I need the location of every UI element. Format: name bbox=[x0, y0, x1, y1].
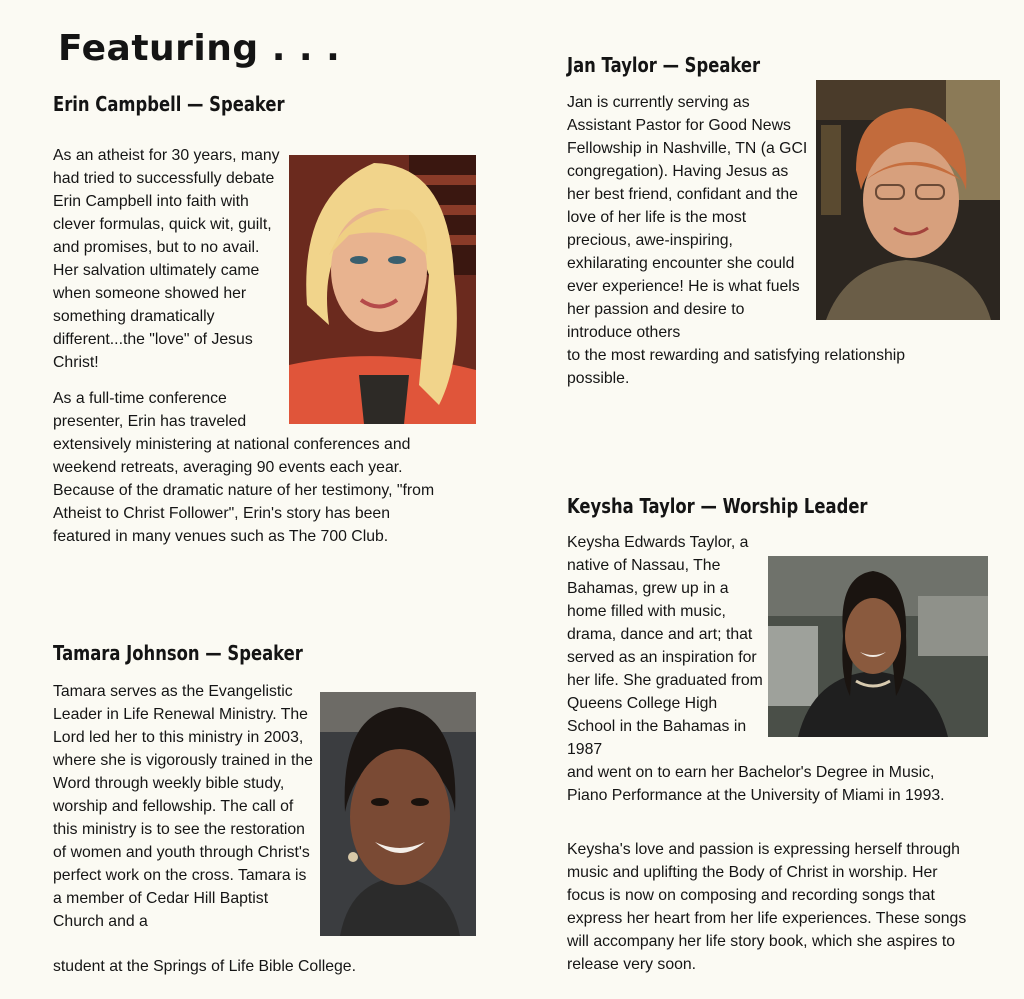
keysha-bio-2: Keysha's love and passion is expressing herself through music and uplifting the Body of Christ in worship. Her focus is now on composing and recording songs that express her heart from her life experiences. These songs will accompany her life story book, which she aspires to release very soon. bbox=[567, 841, 967, 973]
page-title: Featuring . . . bbox=[58, 28, 341, 70]
jan-heading: Jan Taylor — Speaker bbox=[567, 53, 761, 77]
tamara-bio-lead: Tamara serves as the Evangelistic Leader in Life Renewal Ministry. The Lord led her to this ministry in 2003, where she is vigorously trained in the Word through weekly bible study, worship and fellowship. The call of this ministry is to see the restoration of women and youth through Christ's perfect work on the cross. Tamara is a member of Cedar Hill Baptist Church and a bbox=[53, 683, 313, 930]
erin-photo bbox=[289, 155, 476, 424]
keysha-heading: Keysha Taylor — Worship Leader bbox=[567, 494, 868, 518]
erin-heading: Erin Campbell — Speaker bbox=[53, 92, 285, 116]
keysha-bio-lead: Keysha Edwards Taylor, a native of Nassau, The Bahamas, grew up in a home filled with music, drama, dance and art; that served as an inspiration for her life. She graduated from Queens College High School in the Bahamas in 1987 bbox=[567, 534, 763, 758]
erin-bio-2-rest: extensively ministering at national conferences and weekend retreats, averaging 90 events each year. Because of the dramatic nature of her testimony, "from Atheist to Christ Follower", Erin's story has been featured in many venues such as The 700 Club. bbox=[53, 436, 435, 545]
jan-photo bbox=[816, 80, 1000, 320]
erin-bio-2-line: As a full-time conference presenter, Erin has traveled bbox=[53, 390, 247, 430]
jan-bio-tail: to the most rewarding and satisfying relationship possible. bbox=[567, 347, 906, 387]
tamara-bio-tail: student at the Springs of Life Bible College. bbox=[53, 958, 356, 975]
erin-bio-2-lead bbox=[53, 387, 289, 433]
keysha-photo bbox=[768, 556, 988, 737]
erin-bio-1: As an atheist for 30 years, many had tried to successfully debate Erin Campbell into faith with clever formulas, quick wit, guilt, and promises, but to no avail. Her salvation ultimately came when someone showed her something dramatically different...the "love" of Jesus Christ! bbox=[53, 147, 280, 371]
jan-bio-lead: Jan is currently serving as Assistant Pastor for Good News Fellowship in Nashville, TN (a GCI congregation). Having Jesus as her best friend, confidant and the love of her life is the most precious, awe-inspiring, exhilarating encounter she could ever experience! He is what fuels her passion and desire to introduce others bbox=[567, 94, 808, 341]
tamara-photo bbox=[320, 692, 476, 936]
keysha-bio-tail: and went on to earn her Bachelor's Degree in Music, Piano Performance at the University of Miami in 1993. bbox=[567, 764, 945, 804]
tamara-heading: Tamara Johnson — Speaker bbox=[53, 641, 303, 665]
